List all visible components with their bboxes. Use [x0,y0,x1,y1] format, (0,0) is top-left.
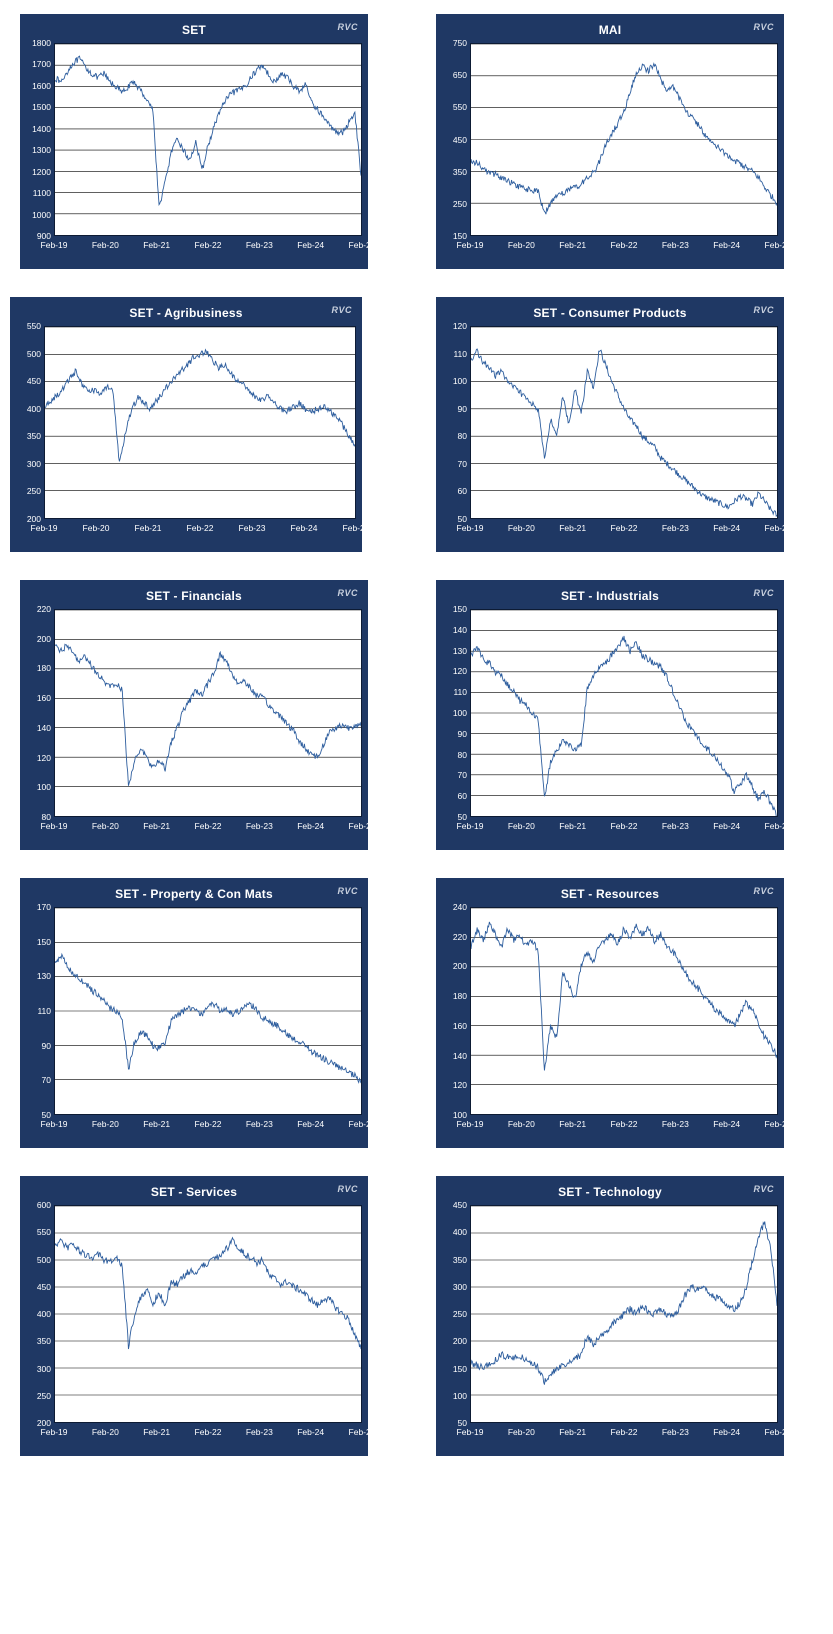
y-axis-tick-label: 90 [41,1040,51,1051]
page-title: SET - Technology [558,1185,662,1199]
y-axis-tick-label: 200 [452,961,467,972]
x-axis-tick-label: Feb-19 [456,523,484,533]
x-axis-labels [30,521,370,541]
x-axis-tick-label: Feb-19 [40,1427,68,1437]
page-title: SET - Industrials [560,589,660,603]
y-axis-tick-label: 250 [36,1390,51,1401]
plot-area [436,1200,792,1445]
chart-panel-resources [436,878,792,1148]
x-axis-labels [456,1117,792,1137]
chart-cell [0,566,418,864]
x-axis-tick-label: Feb-25 [764,523,792,533]
y-axis-tick-label: 180 [452,991,467,1002]
x-axis-tick-label: Feb-20 [507,523,535,533]
y-axis-tick-label: 1700 [32,59,51,70]
x-axis-labels [456,1425,792,1445]
y-axis-tick-label: 350 [452,166,467,177]
plot-area [20,902,376,1137]
y-axis-labels [436,604,470,839]
y-axis-tick-label: 100 [452,1110,467,1120]
watermark-label: RVC [337,1184,358,1194]
plot-canvas [470,907,778,1115]
chart-cell [418,283,833,566]
y-axis-labels [20,1200,54,1445]
y-axis-tick-label: 80 [41,812,51,822]
y-axis-tick-label: 1100 [32,188,51,199]
x-axis-tick-label: Feb-20 [91,1119,119,1129]
y-axis-tick-label: 60 [457,486,467,497]
watermark-label: RVC [753,22,774,32]
x-axis-tick-label: Feb-22 [194,821,222,831]
y-axis-tick-label: 650 [452,70,467,81]
x-axis-tick-label: Feb-25 [348,240,376,250]
x-axis-tick-label: Feb-22 [194,240,222,250]
y-axis-tick-label: 110 [37,1006,51,1016]
x-axis-tick-label: Feb-20 [91,240,119,250]
x-axis-tick-label: Feb-23 [661,240,689,250]
watermark-label: RVC [331,305,352,315]
watermark-label: RVC [753,305,774,315]
y-axis-tick-label: 110 [453,687,467,698]
y-axis-tick-label: 1200 [32,166,51,177]
y-axis-tick-label: 120 [452,1080,467,1091]
watermark-label: RVC [753,886,774,896]
y-axis-tick-label: 250 [452,1309,467,1319]
chart-panel-technology [436,1176,792,1456]
y-axis-tick-label: 220 [36,604,51,614]
y-axis-labels [436,321,470,541]
page-title: SET - Services [150,1185,238,1199]
y-axis-tick-label: 900 [36,231,51,241]
y-axis-tick-label: 250 [452,198,467,209]
x-axis-tick-label: Feb-25 [342,523,370,533]
x-axis-tick-label: Feb-21 [559,1119,587,1129]
page-title: SET - Financials [146,589,242,603]
y-axis-tick-label: 600 [36,1200,51,1210]
page-title: SET - Agribusiness [129,306,243,320]
x-axis-tick-label: Feb-19 [456,821,484,831]
y-axis-tick-label: 150 [452,1363,467,1374]
x-axis-tick-label: Feb-20 [507,821,535,831]
x-axis-tick-label: Feb-22 [610,1119,638,1129]
y-axis-tick-label: 300 [36,1363,51,1374]
y-axis-tick-label: 130 [452,645,467,656]
y-axis-tick-label: 180 [36,663,51,674]
x-axis-tick-label: Feb-25 [348,1119,376,1129]
y-axis-tick-label: 140 [452,624,467,635]
y-axis-tick-label: 240 [452,902,467,912]
y-axis-tick-label: 1400 [32,123,51,134]
x-axis-tick-label: Feb-25 [764,1427,792,1437]
y-axis-tick-label: 1600 [32,80,51,91]
y-axis-tick-label: 150 [452,604,467,614]
y-axis-tick-label: 500 [36,1254,51,1265]
chart-panel-financials [20,580,376,850]
x-axis-tick-label: Feb-25 [764,1119,792,1129]
x-axis-tick-label: Feb-22 [194,1119,222,1129]
y-axis-tick-label: 100 [452,708,467,718]
watermark-label: RVC [337,588,358,598]
chart-cell [418,1162,833,1470]
y-axis-tick-label: 400 [26,403,41,414]
x-axis-tick-label: Feb-23 [661,1119,689,1129]
y-axis-labels [436,902,470,1137]
y-axis-tick-label: 100 [452,376,467,387]
x-axis-tick-label: Feb-23 [245,1427,273,1437]
y-axis-tick-label: 400 [452,1227,467,1238]
x-axis-labels [40,238,376,258]
y-axis-tick-label: 70 [41,1075,51,1086]
chart-panel-property-con-mats [20,878,376,1148]
page-title: SET - Consumer Products [533,306,687,320]
plot-canvas [54,43,362,236]
y-axis-labels [20,902,54,1137]
x-axis-tick-label: Feb-19 [40,1119,68,1129]
y-axis-tick-label: 450 [452,1200,467,1210]
x-axis-tick-label: Feb-21 [559,821,587,831]
x-axis-tick-label: Feb-21 [134,523,162,533]
y-axis-tick-label: 50 [457,1418,467,1428]
y-axis-tick-label: 300 [452,1281,467,1292]
x-axis-tick-label: Feb-21 [143,1427,171,1437]
page-title: SET - Property & Con Mats [115,887,273,901]
x-axis-tick-label: Feb-25 [764,240,792,250]
x-axis-tick-label: Feb-23 [661,821,689,831]
y-axis-tick-label: 450 [452,134,467,145]
chart-cell [418,0,833,283]
watermark-label: RVC [337,886,358,896]
x-axis-labels [40,1425,376,1445]
y-axis-tick-label: 100 [36,782,51,793]
y-axis-labels [20,604,54,839]
y-axis-tick-label: 200 [452,1336,467,1347]
y-axis-tick-label: 300 [26,458,41,469]
y-axis-tick-label: 750 [452,38,467,48]
plot-area [436,38,792,258]
y-axis-labels [10,321,44,541]
y-axis-tick-label: 150 [36,936,51,947]
plot-canvas [470,43,778,236]
x-axis-tick-label: Feb-19 [40,821,68,831]
plot-area [20,38,376,258]
y-axis-tick-label: 100 [452,1390,467,1401]
y-axis-tick-label: 150 [452,231,467,241]
x-axis-tick-label: Feb-24 [297,1427,325,1437]
y-axis-tick-label: 70 [457,458,467,469]
y-axis-tick-label: 120 [452,666,467,677]
y-axis-labels [436,38,470,258]
x-axis-tick-label: Feb-24 [713,523,741,533]
x-axis-tick-label: Feb-22 [610,240,638,250]
chart-cell [0,283,418,566]
y-axis-tick-label: 90 [457,728,467,739]
x-axis-tick-label: Feb-25 [348,1427,376,1437]
x-axis-tick-label: Feb-24 [290,523,318,533]
x-axis-tick-label: Feb-19 [456,1119,484,1129]
watermark-label: RVC [753,1184,774,1194]
chart-cell [418,566,833,864]
y-axis-tick-label: 550 [36,1227,51,1238]
y-axis-tick-label: 550 [452,102,467,113]
y-axis-tick-label: 200 [26,514,41,524]
x-axis-tick-label: Feb-22 [194,1427,222,1437]
plot-canvas [470,326,778,519]
y-axis-tick-label: 550 [26,321,41,331]
x-axis-tick-label: Feb-24 [297,821,325,831]
y-axis-tick-label: 50 [457,812,467,822]
y-axis-tick-label: 140 [452,1050,467,1061]
y-axis-tick-label: 1500 [32,102,51,113]
x-axis-tick-label: Feb-23 [245,1119,273,1129]
x-axis-tick-label: Feb-20 [507,1427,535,1437]
y-axis-tick-label: 50 [457,514,467,524]
x-axis-tick-label: Feb-20 [507,240,535,250]
y-axis-labels [20,38,54,258]
y-axis-tick-label: 70 [457,770,467,781]
plot-area [436,902,792,1137]
x-axis-tick-label: Feb-20 [507,1119,535,1129]
x-axis-tick-label: Feb-23 [238,523,266,533]
plot-area [20,1200,376,1445]
y-axis-tick-label: 500 [26,348,41,359]
plot-canvas [44,326,356,519]
y-axis-tick-label: 220 [452,931,467,942]
y-axis-tick-label: 1000 [32,209,51,220]
y-axis-tick-label: 170 [36,902,51,912]
x-axis-tick-label: Feb-23 [245,240,273,250]
y-axis-tick-label: 350 [452,1254,467,1265]
y-axis-tick-label: 80 [457,749,467,760]
x-axis-tick-label: Feb-19 [456,1427,484,1437]
x-axis-tick-label: Feb-24 [713,821,741,831]
page-title: SET - Resources [560,887,660,901]
x-axis-tick-label: Feb-24 [713,240,741,250]
chart-panel-industrials [436,580,792,850]
x-axis-tick-label: Feb-25 [764,821,792,831]
plot-area [436,321,792,541]
x-axis-tick-label: Feb-20 [91,1427,119,1437]
y-axis-labels [436,1200,470,1445]
y-axis-tick-label: 160 [452,1020,467,1031]
x-axis-tick-label: Feb-20 [82,523,110,533]
x-axis-tick-label: Feb-24 [713,1119,741,1129]
x-axis-labels [40,819,376,839]
y-axis-tick-label: 60 [457,791,467,802]
y-axis-tick-label: 200 [36,633,51,644]
y-axis-tick-label: 450 [36,1281,51,1292]
y-axis-tick-label: 80 [457,431,467,442]
x-axis-tick-label: Feb-21 [143,1119,171,1129]
chart-panel-services [20,1176,376,1456]
plot-area [20,604,376,839]
watermark-label: RVC [753,588,774,598]
plot-canvas [54,609,362,817]
x-axis-tick-label: Feb-24 [713,1427,741,1437]
plot-canvas [54,907,362,1115]
x-axis-tick-label: Feb-24 [297,1119,325,1129]
x-axis-tick-label: Feb-22 [186,523,214,533]
y-axis-tick-label: 400 [36,1309,51,1319]
y-axis-tick-label: 120 [452,321,467,331]
y-axis-tick-label: 250 [26,486,41,497]
y-axis-tick-label: 450 [26,376,41,387]
y-axis-tick-label: 350 [26,431,41,442]
x-axis-tick-label: Feb-22 [610,1427,638,1437]
x-axis-tick-label: Feb-21 [559,1427,587,1437]
x-axis-tick-label: Feb-19 [456,240,484,250]
chart-cell [0,0,418,283]
x-axis-tick-label: Feb-20 [91,821,119,831]
y-axis-tick-label: 350 [36,1336,51,1347]
x-axis-tick-label: Feb-21 [559,240,587,250]
x-axis-tick-label: Feb-22 [610,523,638,533]
chart-panel-agribusiness [10,297,370,552]
watermark-label: RVC [337,22,358,32]
page-title: SET [182,23,206,37]
x-axis-tick-label: Feb-25 [348,821,376,831]
x-axis-tick-label: Feb-19 [40,240,68,250]
x-axis-tick-label: Feb-21 [559,523,587,533]
x-axis-labels [456,238,792,258]
chart-cell [0,1162,418,1470]
plot-area [10,321,370,541]
plot-canvas [470,609,778,817]
page-title: MAI [598,23,622,37]
x-axis-labels [456,521,792,541]
chart-cell [418,864,833,1162]
chart-panel-mai [436,14,792,269]
x-axis-tick-label: Feb-21 [143,821,171,831]
x-axis-labels [456,819,792,839]
x-axis-tick-label: Feb-21 [143,240,171,250]
y-axis-tick-label: 160 [36,693,51,704]
x-axis-labels [40,1117,376,1137]
y-axis-tick-label: 140 [36,722,51,733]
plot-area [436,604,792,839]
plot-canvas [54,1205,362,1423]
plot-canvas [470,1205,778,1423]
y-axis-tick-label: 110 [453,348,467,359]
x-axis-tick-label: Feb-22 [610,821,638,831]
y-axis-tick-label: 130 [36,971,51,982]
y-axis-tick-label: 90 [457,403,467,414]
x-axis-tick-label: Feb-19 [30,523,58,533]
y-axis-tick-label: 200 [36,1418,51,1428]
x-axis-tick-label: Feb-23 [661,523,689,533]
chart-panel-consumer-products [436,297,792,552]
y-axis-tick-label: 120 [36,752,51,763]
x-axis-tick-label: Feb-24 [297,240,325,250]
y-axis-tick-label: 50 [41,1110,51,1120]
y-axis-tick-label: 1800 [32,38,51,48]
y-axis-tick-label: 1300 [32,145,51,156]
x-axis-tick-label: Feb-23 [245,821,273,831]
chart-panel-set [20,14,376,269]
x-axis-tick-label: Feb-23 [661,1427,689,1437]
chart-cell [0,864,418,1162]
